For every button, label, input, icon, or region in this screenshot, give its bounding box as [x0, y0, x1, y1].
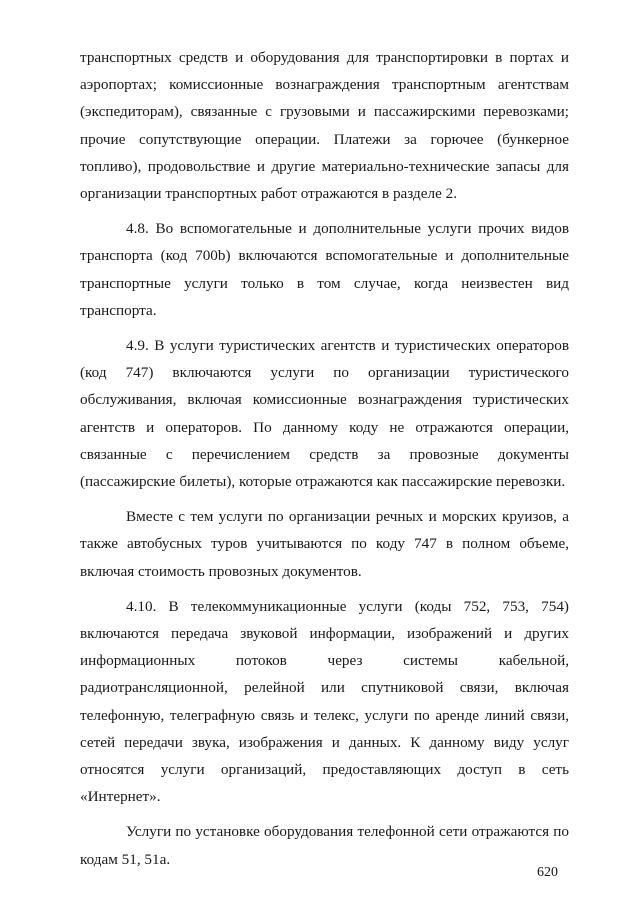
text-line: транспортные услуги только в том случае, когда неизвестен вид — [80, 274, 569, 292]
text-line: сетей передачи звука, изображения и данных. К данному виду услуг — [80, 733, 569, 751]
text-line: также автобусных туров учитываются по коду 747 в полном объеме, — [80, 535, 569, 553]
text-line: включаются передача звуковой информации, изображений и других — [80, 625, 569, 643]
text-line: телефонную, телеграфную связь и телекс, услуги по аренде линий связи, — [80, 706, 569, 724]
document-body — [80, 44, 569, 873]
text-line: Услуги по установке оборудования телефонной сети отражаются по — [126, 823, 569, 841]
text-line: «Интернет». — [80, 788, 161, 806]
text-line: аэропортах; комиссионные вознаграждения транспортным агентствам — [80, 76, 569, 94]
text-line: (код 747) включаются услуги по организации туристического — [80, 364, 569, 382]
text-line: относятся услуги организаций, предоставляющих доступ в сеть — [80, 761, 569, 779]
text-line: включая стоимость провозных документов. — [80, 562, 362, 580]
text-line: транспорта. — [80, 301, 157, 319]
paragraph-transport-services — [80, 44, 569, 207]
text-line: агентств и операторов. По данному коду не отражаются операции, — [80, 418, 569, 436]
text-line: связанные с перечислением средств за провозные документы — [80, 445, 569, 463]
text-line: топливо), продовольствие и другие материально-технические запасы для — [80, 157, 569, 175]
text-line: транспортных средств и оборудования для транспортировки в портах и — [80, 49, 569, 66]
text-line: (экспедиторам), связанные с грузовыми и пассажирскими перевозками; — [80, 103, 569, 121]
paragraph-telephone-equipment — [80, 818, 569, 872]
text-line: 4.8. Во вспомогательные и дополнительные услуги прочих видов — [126, 220, 569, 238]
text-line: Вместе с тем услуги по организации речных и морских круизов, а — [126, 508, 569, 526]
text-line: транспорта (код 700b) включаются вспомогательные и дополнительные — [80, 247, 569, 265]
text-line: радиотрансляционной, релейной или спутниковой связи, включая — [80, 679, 569, 697]
text-line: организации транспортных работ отражаются в разделе 2. — [80, 185, 458, 203]
text-line: информационных потоков через системы кабельной, — [80, 652, 569, 670]
paragraph-4-9 — [80, 332, 569, 495]
text-line: 4.10. В телекоммуникационные услуги (коды 752, 753, 754) — [126, 597, 569, 615]
text-line: 4.9. В услуги туристических агентств и туристических операторов — [126, 337, 569, 355]
paragraph-4-10 — [80, 593, 569, 811]
text-line: обслуживания, включая комиссионные вознаграждения туристических — [80, 391, 569, 409]
page-number: 620 — [537, 865, 558, 880]
text-line: кодам 51, 51а. — [80, 850, 171, 868]
paragraph-4-8 — [80, 215, 569, 324]
paragraph-cruises — [80, 503, 569, 585]
text-line: прочие сопутствующие операции. Платежи за горючее (бункерное — [80, 130, 569, 148]
text-line: (пассажирские билеты), которые отражаются как пассажирские перевозки. — [80, 473, 566, 491]
